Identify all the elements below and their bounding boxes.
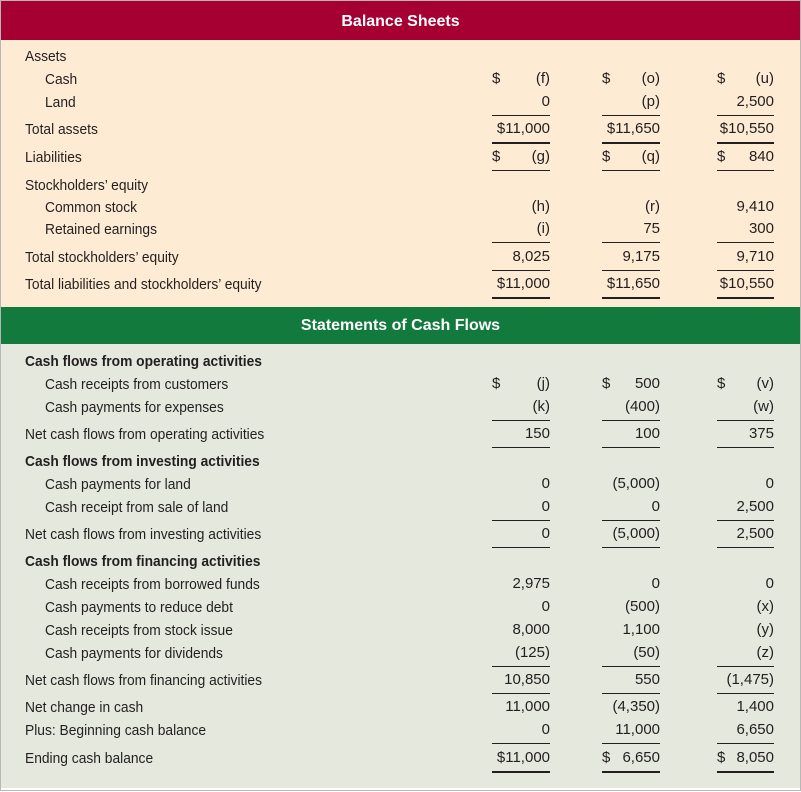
row-label-cash-receipts-from-customers: Cash receipts from customers xyxy=(45,376,229,393)
row-label-land: Land xyxy=(45,94,76,111)
amount: (f) xyxy=(535,70,550,87)
amount: 8,025 xyxy=(512,248,550,265)
value-cell xyxy=(717,375,774,397)
value-cell xyxy=(492,120,550,144)
amount: 2,500 xyxy=(736,525,774,542)
value-cell xyxy=(492,148,550,171)
amount: 0 xyxy=(651,575,660,592)
value-cell xyxy=(717,671,774,694)
dollar-sign: $ xyxy=(492,148,501,165)
value-cell xyxy=(492,425,550,448)
value-cell xyxy=(492,248,550,271)
value-cell xyxy=(492,644,550,667)
amount: 550 xyxy=(634,671,660,688)
row-label-stockholders-equity: Stockholders’ equity xyxy=(25,177,148,194)
amount: 11,000 xyxy=(505,698,550,715)
value-cell xyxy=(717,475,774,497)
amount: 9,175 xyxy=(622,248,660,265)
amount: $11,000 xyxy=(496,120,550,137)
value-cell xyxy=(717,525,774,548)
amount: (y) xyxy=(756,621,774,638)
amount: $11,000 xyxy=(496,275,550,292)
value-cell xyxy=(602,621,660,643)
amount: 0 xyxy=(541,598,550,615)
dollar-sign: $ xyxy=(602,148,611,165)
dollar-sign: $ xyxy=(717,375,726,392)
row-label-retained-earnings: Retained earnings xyxy=(45,221,158,238)
row-label-total-stockholders-equity: Total stockholders’ equity xyxy=(25,249,179,266)
amount: $11,650 xyxy=(606,275,660,292)
value-cell xyxy=(492,698,550,720)
amount: 1,100 xyxy=(622,621,660,638)
amount: (j) xyxy=(536,375,550,392)
amount: 0 xyxy=(541,498,550,515)
value-cell xyxy=(717,498,774,521)
amount: 11,000 xyxy=(615,721,660,738)
amount: 0 xyxy=(651,498,660,515)
amount: 0 xyxy=(541,93,550,110)
value-cell xyxy=(492,198,550,220)
value-cell xyxy=(492,525,550,548)
value-cell xyxy=(717,120,774,144)
amount: 6,650 xyxy=(622,749,660,766)
row-label-cash-receipts-from-stock-issue: Cash receipts from stock issue xyxy=(45,622,233,639)
value-cell xyxy=(492,375,550,397)
amount: 6,650 xyxy=(736,721,774,738)
value-cell xyxy=(717,621,774,643)
value-cell xyxy=(492,721,550,744)
amount: 2,975 xyxy=(512,575,550,592)
amount: 0 xyxy=(765,475,774,492)
value-cell xyxy=(602,198,660,220)
value-cell xyxy=(602,598,660,620)
value-cell xyxy=(717,721,774,744)
dollar-sign: $ xyxy=(602,375,611,392)
value-cell xyxy=(717,275,774,299)
dollar-sign: $ xyxy=(717,749,726,766)
amount: 840 xyxy=(748,148,774,165)
dollar-sign: $ xyxy=(717,148,726,165)
amount: 1,400 xyxy=(736,698,774,715)
value-cell xyxy=(717,398,774,421)
value-cell xyxy=(492,398,550,421)
dollar-sign: $ xyxy=(602,70,611,87)
value-cell xyxy=(717,698,774,720)
value-cell xyxy=(602,70,660,92)
value-cell xyxy=(602,220,660,243)
row-label-cash-payments-for-expenses: Cash payments for expenses xyxy=(45,399,224,416)
value-cell xyxy=(602,248,660,271)
amount: (w) xyxy=(753,398,774,415)
value-cell xyxy=(602,721,660,744)
value-cell xyxy=(717,70,774,92)
row-label-cash-flows-from-operating-activities: Cash flows from operating activities xyxy=(25,353,262,370)
dollar-sign: $ xyxy=(492,70,501,87)
value-cell xyxy=(492,93,550,116)
balance-sheets-header: Balance Sheets xyxy=(1,1,800,40)
amount: 150 xyxy=(524,425,550,442)
value-cell xyxy=(602,375,660,397)
amount: 2,500 xyxy=(736,93,774,110)
amount: (125) xyxy=(514,644,550,661)
amount: (o) xyxy=(641,70,660,87)
amount: 500 xyxy=(634,375,660,392)
value-cell xyxy=(602,398,660,421)
value-cell xyxy=(717,148,774,171)
value-cell xyxy=(602,498,660,521)
amount: $11,650 xyxy=(606,120,660,137)
value-cell xyxy=(717,644,774,667)
value-cell xyxy=(602,425,660,448)
value-cell xyxy=(492,598,550,620)
row-label-cash-payments-for-dividends: Cash payments for dividends xyxy=(45,645,223,662)
amount: (z) xyxy=(756,644,774,661)
value-cell xyxy=(602,475,660,497)
cash-flows-header: Statements of Cash Flows xyxy=(1,307,800,344)
dollar-sign: $ xyxy=(492,375,501,392)
amount: (50) xyxy=(633,644,660,661)
amount: 9,710 xyxy=(736,248,774,265)
amount: $10,550 xyxy=(719,120,774,137)
value-cell xyxy=(717,220,774,243)
value-cell xyxy=(602,575,660,597)
value-cell xyxy=(602,698,660,720)
row-label-cash-payments-for-land: Cash payments for land xyxy=(45,476,191,493)
value-cell xyxy=(492,70,550,92)
amount: (i) xyxy=(536,220,550,237)
dollar-sign: $ xyxy=(717,70,726,87)
amount: $10,550 xyxy=(719,275,774,292)
row-label-common-stock: Common stock xyxy=(45,199,138,216)
amount: (x) xyxy=(756,598,774,615)
row-label-cash-payments-to-reduce-debt: Cash payments to reduce debt xyxy=(45,599,233,616)
amount: (h) xyxy=(531,198,550,215)
amount: (5,000) xyxy=(612,475,660,492)
amount: (v) xyxy=(756,375,774,392)
value-cell xyxy=(602,120,660,144)
value-cell xyxy=(717,93,774,116)
amount: (r) xyxy=(645,198,660,215)
row-label-ending-cash-balance: Ending cash balance xyxy=(25,750,154,767)
amount: (g) xyxy=(531,148,550,165)
row-label-cash: Cash xyxy=(45,71,78,88)
value-cell xyxy=(602,275,660,299)
value-cell xyxy=(717,425,774,448)
row-label-cash-receipts-from-borrowed-funds: Cash receipts from borrowed funds xyxy=(45,576,260,593)
value-cell xyxy=(492,621,550,643)
amount: 8,000 xyxy=(512,621,550,638)
row-label-cash-receipt-from-sale-of-land: Cash receipt from sale of land xyxy=(45,499,229,516)
amount: 0 xyxy=(541,525,550,542)
row-label-net-cash-flows-from-financing-activities: Net cash flows from financing activities xyxy=(25,672,263,689)
value-cell xyxy=(492,575,550,597)
row-label-plus-beginning-cash-balance: Plus: Beginning cash balance xyxy=(25,722,207,739)
amount: (p) xyxy=(641,93,660,110)
amount: 375 xyxy=(748,425,774,442)
amount: (400) xyxy=(624,398,660,415)
row-label-net-cash-flows-from-operating-activities: Net cash flows from operating activities xyxy=(25,426,265,443)
value-cell xyxy=(602,525,660,548)
value-cell xyxy=(492,475,550,497)
row-label-total-liabilities-and-stockholders-equity: Total liabilities and stockholders’ equity xyxy=(25,276,262,293)
amount: 9,410 xyxy=(736,198,774,215)
value-cell xyxy=(602,749,660,773)
amount: 8,050 xyxy=(736,749,774,766)
amount: $11,000 xyxy=(496,749,550,766)
dollar-sign: $ xyxy=(602,749,611,766)
value-cell xyxy=(492,671,550,694)
amount: 75 xyxy=(643,220,660,237)
value-cell xyxy=(602,671,660,694)
row-label-liabilities: Liabilities xyxy=(25,149,82,166)
amount: (500) xyxy=(624,598,660,615)
amount: 0 xyxy=(765,575,774,592)
amount: (u) xyxy=(755,70,774,87)
value-cell xyxy=(492,749,550,773)
amount: (q) xyxy=(641,148,660,165)
row-label-assets: Assets xyxy=(25,48,67,65)
amount: 2,500 xyxy=(736,498,774,515)
value-cell xyxy=(717,248,774,271)
value-cell xyxy=(602,644,660,667)
amount: 0 xyxy=(541,721,550,738)
amount: (5,000) xyxy=(612,525,660,542)
row-label-net-change-in-cash: Net change in cash xyxy=(25,699,144,716)
row-label-cash-flows-from-investing-activities: Cash flows from investing activities xyxy=(25,453,260,470)
value-cell xyxy=(717,198,774,220)
value-cell xyxy=(602,93,660,116)
balance-sheets-section xyxy=(1,40,800,307)
amount: 0 xyxy=(541,475,550,492)
row-label-net-cash-flows-from-investing-activities: Net cash flows from investing activities xyxy=(25,526,262,543)
value-cell xyxy=(492,220,550,243)
amount: (4,350) xyxy=(612,698,660,715)
amount: (1,475) xyxy=(726,671,774,688)
value-cell xyxy=(717,749,774,773)
value-cell xyxy=(717,575,774,597)
value-cell xyxy=(492,275,550,299)
amount: 10,850 xyxy=(504,671,550,688)
value-cell xyxy=(717,598,774,620)
value-cell xyxy=(602,148,660,171)
amount: (k) xyxy=(532,398,550,415)
row-label-cash-flows-from-financing-activities: Cash flows from financing activities xyxy=(25,553,261,570)
row-label-total-assets: Total assets xyxy=(25,121,98,138)
value-cell xyxy=(492,498,550,521)
amount: 100 xyxy=(634,425,660,442)
amount: 300 xyxy=(748,220,774,237)
